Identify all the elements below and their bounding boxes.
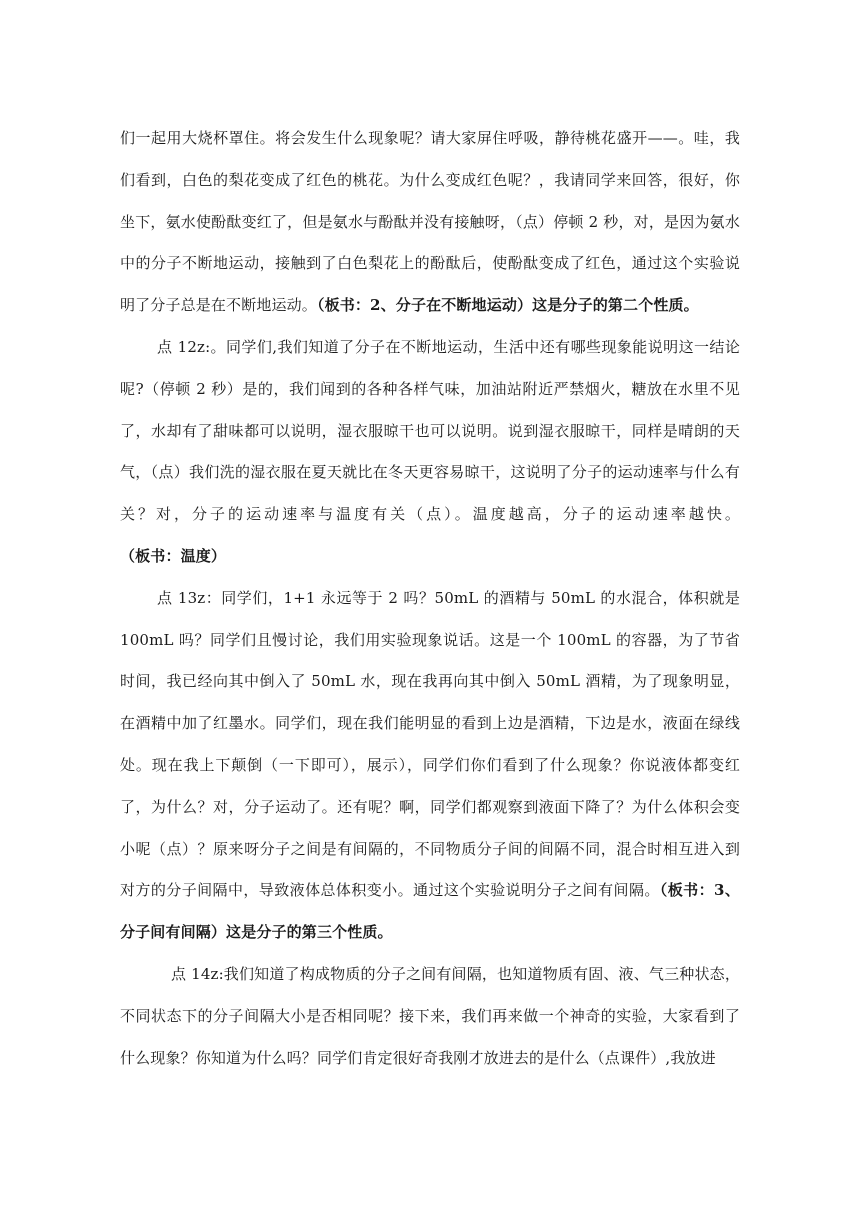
paragraph-4-text: 点 14z:我们知道了构成物质的分子之间有间隔，也知道物质有固、液、气三种状态，不同状态下的分子间隔大小是否相同呢？接下来，我们再来做一个神奇的实验，大家看到了什么现象？你知道为什么吗？同学们肯定很好奇我刚才放进去的是什么（点课件）,我放进 — [120, 964, 740, 1067]
paragraph-1-text: 们一起用大烧杯罩住。将会发生什么现象呢？请大家屏住呼吸，静待桃花盛开——。哇，我们看到，白色的梨花变成了红色的桃花。为什么变成红色呢？，我请同学来回答，很好，你坐下，氨水使酚酞变红了，但是氨水与酚酞并没有接触呀，（点）停顿 2 秒，对，是因为氨水中的分子不断地运动，接触到了白色梨花上的酚酞后，使酚酞变成了红色，通过这个实验说明了分子总是在不断地运动。 — [120, 129, 740, 315]
paragraph-1-board-note: （板书：2、分子在不断地运动）这是分子的第二个性质。 — [316, 296, 699, 315]
paragraph-2-text: 点 12z:。同学们,我们知道了分子在不断地运动，生活中还有哪些现象能说明这一结论呢?（停顿 2 秒）是的，我们闻到的各种各样气味，加油站附近严禁烟火，糖放在水里不见了，水却有了甜味都可以说明，湿衣服晾干也可以说明。说到湿衣服晾干，同样是晴朗的天气，（点）我们洗的湿衣服在夏天就比在冬天更容易晾干，这说明了分子的运动速率与什么有关？对，分子的运动速率与温度有关（点）。温度越高，分子的运动速率越快。 — [120, 337, 740, 524]
paragraph-3-board-note: （板书：3、分子间有间隔）这是分子的第三个性质。 — [120, 881, 740, 942]
paragraph-3 — [120, 578, 740, 954]
paragraph-1 — [120, 118, 740, 327]
paragraph-2-board-note: （板书：温度） — [120, 546, 227, 565]
paragraph-2 — [120, 327, 740, 578]
document-body — [120, 118, 740, 1079]
paragraph-4 — [120, 954, 740, 1079]
paragraph-3-text: 点 13z：同学们，1+1 永远等于 2 吗？50mL 的酒精与 50mL 的水混合，体积就是 100mL 吗？同学们且慢讨论，我们用实验现象说话。这是一个 100mL 的容器，为了节省时间，我已经向其中倒入了 50mL 水，现在我再向其中倒入 50mL 酒精，为了现象明显，在酒精中加了红墨水。同学们，现在我们能明显的看到上边是酒精，下边是水，液面在绿线处。现在我上下颠倒（一下即可），展示），同学们你们看到了什么现象？你说液体都变红了，为什么？对，分子运动了。还有呢？啊，同学们都观察到液面下降了？为什么体积会变小呢（点）？原来呀分子之间是有间隔的，不同物质分子间的间隔不同，混合时相互进入到对方的分子间隔中，导致液体总体积变小。通过这个实验说明分子之间有间隔。 — [120, 588, 740, 900]
